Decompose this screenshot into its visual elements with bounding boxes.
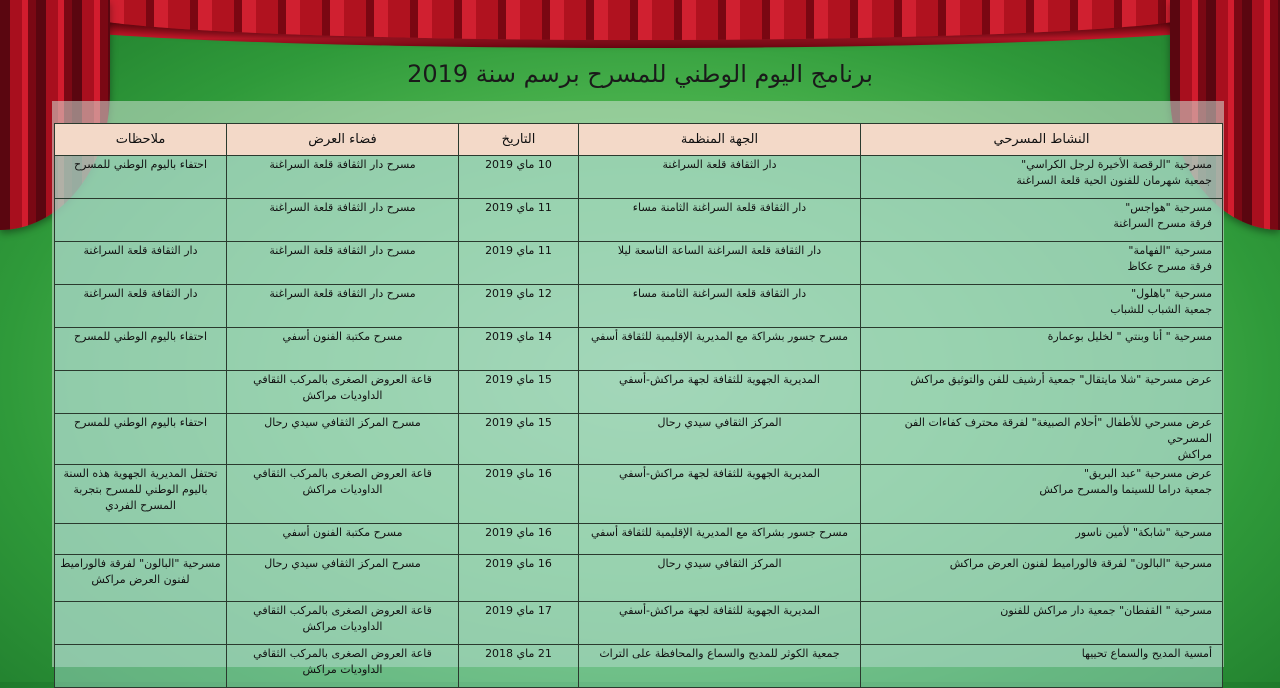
cell-activity-text: عرض مسرحي للأطفال "أحلام الصبيغة" لفرقة محترف كفاءات الفن المسرحي	[904, 416, 1212, 445]
table-row	[55, 328, 1223, 371]
cell-organizer-text: المركز الثقافي سيدي رحال	[657, 416, 782, 429]
cell-activity-text: مسرحية "باهلول"	[1131, 287, 1212, 300]
cell-organizer-text: دار الثقافة قلعة السراغنة الثامنة مساء	[632, 287, 807, 300]
cell-activity-text: فرقة مسرح عكاظ	[1127, 260, 1212, 273]
cell-activity	[861, 645, 1223, 688]
cell-venue	[227, 199, 459, 242]
cell-venue-text: مسرح دار الثقافة قلعة السراغنة	[269, 244, 416, 257]
cell-venue-text: قاعة العروض الصغرى بالمركب الثقافي	[253, 373, 432, 386]
cell-activity-text: فرقة مسرح السراغنة	[1113, 217, 1212, 230]
cell-activity	[861, 371, 1223, 414]
cell-venue	[227, 156, 459, 199]
program-table	[54, 123, 1223, 688]
cell-venue	[227, 285, 459, 328]
cell-organizer-text: دار الثقافة قلعة السراغنة الساعة التاسعة ليلا	[617, 244, 822, 257]
cell-organizer-text: جمعية الكوثر للمديح والسماع والمحافظة على التراث	[599, 647, 840, 660]
cell-activity	[861, 465, 1223, 524]
table-header-row	[55, 124, 1223, 156]
cell-venue	[227, 645, 459, 688]
header-activity: النشاط المسرحي	[861, 124, 1223, 156]
cell-venue-text: مسرح مكتبة الفنون أسفي	[282, 526, 403, 539]
cell-venue-text: مسرح دار الثقافة قلعة السراغنة	[269, 158, 416, 171]
header-venue: فضاء العرض	[227, 124, 459, 156]
cell-activity-text: جمعية الشباب للشباب	[1110, 303, 1212, 316]
cell-venue-text: مسرح دار الثقافة قلعة السراغنة	[269, 287, 416, 300]
cell-notes	[55, 285, 227, 328]
cell-date-text: 15 ماي 2019	[485, 416, 552, 429]
cell-organizer	[579, 524, 861, 555]
cell-activity	[861, 602, 1223, 645]
cell-date-text: 17 ماي 2019	[485, 604, 552, 617]
cell-venue-text: مسرح مكتبة الفنون أسفي	[282, 330, 403, 343]
cell-date	[459, 285, 579, 328]
table-row	[55, 285, 1223, 328]
table-row	[55, 242, 1223, 285]
cell-activity-text: جمعية شهرمان للفنون الحية قلعة السراغنة	[1016, 174, 1212, 187]
table-row	[55, 465, 1223, 524]
cell-date-text: 16 ماي 2019	[485, 557, 552, 570]
cell-notes-text: باليوم الوطني للمسرح بتجربة	[73, 483, 208, 496]
page-title: برنامج اليوم الوطني للمسرح برسم سنة 2019	[407, 60, 873, 88]
cell-organizer-text: دار الثقافة قلعة السراغنة	[662, 158, 777, 171]
cell-activity-text: مسرحية " أنا وبنتي " لخليل بوعمارة	[1047, 330, 1212, 343]
table-row	[55, 156, 1223, 199]
cell-venue	[227, 524, 459, 555]
cell-organizer-text: مسرح جسور بشراكة مع المديرية الإقليمية للثقافة أسفي	[591, 330, 848, 343]
cell-organizer	[579, 156, 861, 199]
cell-activity-text: أمسية المديح والسماع تحييها	[1081, 647, 1212, 660]
cell-notes-text: دار الثقافة قلعة السراغنة	[83, 287, 198, 300]
cell-activity	[861, 242, 1223, 285]
cell-notes	[55, 524, 227, 555]
cell-activity-text: مسرحية "شابكة" لأمين ناسور	[1075, 526, 1212, 539]
cell-organizer	[579, 242, 861, 285]
cell-organizer	[579, 555, 861, 602]
table-row	[55, 414, 1223, 465]
cell-venue-text: مسرح دار الثقافة قلعة السراغنة	[269, 201, 416, 214]
cell-venue-text: قاعة العروض الصغرى بالمركب الثقافي	[253, 467, 432, 480]
cell-date-text: 14 ماي 2019	[485, 330, 552, 343]
cell-activity	[861, 285, 1223, 328]
cell-organizer-text: المركز الثقافي سيدي رحال	[657, 557, 782, 570]
cell-date-text: 11 ماي 2019	[485, 244, 552, 257]
table-row	[55, 645, 1223, 688]
cell-organizer	[579, 371, 861, 414]
table-body	[55, 156, 1223, 688]
cell-activity-text: مسرحية "هواجس"	[1125, 201, 1212, 214]
header-notes: ملاحظات	[55, 124, 227, 156]
cell-venue-text: الداوديات مراكش	[302, 483, 383, 496]
cell-organizer	[579, 199, 861, 242]
cell-date	[459, 645, 579, 688]
cell-activity	[861, 555, 1223, 602]
header-organizer: الجهة المنظمة	[579, 124, 861, 156]
cell-venue	[227, 371, 459, 414]
table-row	[55, 602, 1223, 645]
cell-activity	[861, 524, 1223, 555]
cell-activity	[861, 328, 1223, 371]
table-row	[55, 555, 1223, 602]
cell-organizer	[579, 465, 861, 524]
cell-date	[459, 602, 579, 645]
cell-organizer-text: المديرية الجهوية للثقافة لجهة مراكش-أسفي	[619, 604, 820, 617]
cell-venue-text: الداوديات مراكش	[302, 389, 383, 402]
cell-activity	[861, 199, 1223, 242]
cell-notes-text: دار الثقافة قلعة السراغنة	[83, 244, 198, 257]
cell-organizer	[579, 602, 861, 645]
cell-activity-text: مسرحية "البالون" لفرقة فالوراميط لفنون العرض مراكش	[949, 557, 1212, 570]
cell-venue	[227, 414, 459, 465]
cell-venue	[227, 555, 459, 602]
cell-date-text: 16 ماي 2019	[485, 467, 552, 480]
cell-venue-text: مسرح المركز الثقافي سيدي رحال	[264, 557, 421, 570]
cell-date	[459, 371, 579, 414]
cell-notes-text: تحتفل المديرية الجهوية هذه السنة	[63, 467, 218, 480]
cell-notes-text: احتفاء باليوم الوطني للمسرح	[74, 416, 207, 429]
cell-date	[459, 328, 579, 371]
cell-activity-text: مسرحية "الرقصة الأخيرة لرجل الكراسي"	[1021, 158, 1212, 171]
cell-organizer-text: المديرية الجهوية للثقافة لجهة مراكش-أسفي	[619, 467, 820, 480]
cell-notes	[55, 555, 227, 602]
cell-venue	[227, 465, 459, 524]
cell-date	[459, 414, 579, 465]
cell-notes-text: احتفاء باليوم الوطني للمسرح	[74, 158, 207, 171]
table-row	[55, 199, 1223, 242]
cell-activity	[861, 414, 1223, 465]
cell-notes	[55, 242, 227, 285]
cell-activity-text: مسرحية " القفطان" جمعية دار مراكش للفنون	[1000, 604, 1212, 617]
header-date: التاريخ	[459, 124, 579, 156]
cell-venue-text: الداوديات مراكش	[302, 620, 383, 633]
cell-venue	[227, 242, 459, 285]
cell-venue-text: الداوديات مراكش	[302, 663, 383, 676]
cell-organizer	[579, 645, 861, 688]
cell-notes-text: مسرحية "البالون" لفرقة فالوراميط	[60, 557, 221, 570]
table-row	[55, 524, 1223, 555]
cell-notes	[55, 602, 227, 645]
cell-date	[459, 524, 579, 555]
cell-date-text: 16 ماي 2019	[485, 526, 552, 539]
cell-notes-text: احتفاء باليوم الوطني للمسرح	[74, 330, 207, 343]
cell-date	[459, 555, 579, 602]
program-table-panel	[52, 101, 1224, 676]
cell-activity-text: مسرحية "الفهامة"	[1128, 244, 1212, 257]
cell-notes	[55, 414, 227, 465]
cell-date-text: 11 ماي 2019	[485, 201, 552, 214]
cell-notes	[55, 156, 227, 199]
cell-date-text: 10 ماي 2019	[485, 158, 552, 171]
cell-activity-text: عرض مسرحية "شلا مايتقال" جمعية أرشيف للفن والتوثيق مراكش	[910, 373, 1212, 386]
cell-organizer-text: المديرية الجهوية للثقافة لجهة مراكش-أسفي	[619, 373, 820, 386]
cell-organizer-text: دار الثقافة قلعة السراغنة الثامنة مساء	[632, 201, 807, 214]
cell-venue-text: مسرح المركز الثقافي سيدي رحال	[264, 416, 421, 429]
cell-organizer-text: مسرح جسور بشراكة مع المديرية الإقليمية للثقافة أسفي	[591, 526, 848, 539]
cell-notes-text: لفنون العرض مراكش	[91, 573, 190, 586]
cell-date	[459, 156, 579, 199]
cell-venue	[227, 328, 459, 371]
cell-activity-text: جمعية دراما للسينما والمسرح مراكش	[1039, 483, 1212, 496]
cell-date-text: 21 ماي 2018	[485, 647, 552, 660]
cell-venue-text: قاعة العروض الصغرى بالمركب الثقافي	[253, 604, 432, 617]
cell-date-text: 15 ماي 2019	[485, 373, 552, 386]
cell-activity-text: مراكش	[1177, 448, 1212, 461]
cell-date	[459, 465, 579, 524]
cell-activity	[861, 156, 1223, 199]
cell-notes	[55, 328, 227, 371]
cell-notes	[55, 371, 227, 414]
cell-date-text: 12 ماي 2019	[485, 287, 552, 300]
cell-organizer	[579, 285, 861, 328]
cell-venue	[227, 602, 459, 645]
table-row	[55, 371, 1223, 414]
cell-activity-text: عرض مسرحية "عبد البريق"	[1083, 467, 1212, 480]
cell-organizer	[579, 328, 861, 371]
cell-notes	[55, 645, 227, 688]
cell-notes	[55, 465, 227, 524]
cell-venue-text: قاعة العروض الصغرى بالمركب الثقافي	[253, 647, 432, 660]
cell-organizer	[579, 414, 861, 465]
cell-notes	[55, 199, 227, 242]
cell-date	[459, 199, 579, 242]
cell-notes-text: المسرح الفردي	[105, 499, 176, 512]
cell-date	[459, 242, 579, 285]
